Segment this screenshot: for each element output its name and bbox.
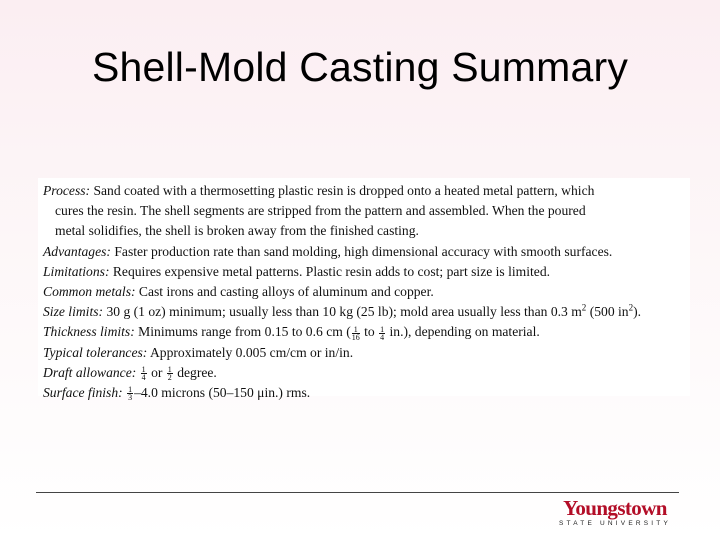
process-label: Process: — [43, 183, 91, 198]
typical-tolerances-row — [43, 343, 686, 363]
limitations-text: Requires expensive metal patterns. Plastic resin adds to cost; part size is limited. — [109, 263, 551, 279]
draft-allowance-text-a — [136, 365, 139, 380]
thickness-limits-row — [43, 322, 686, 342]
logo-wordmark: Youngstown — [563, 496, 667, 520]
typical-tolerances-text: Approximately 0.005 cm/cm or in/in. — [147, 344, 354, 360]
page-title: Shell-Mold Casting Summary — [91, 44, 629, 90]
draft-allowance-text-b: or — [147, 364, 166, 380]
limitations-label: Limitations: — [43, 263, 110, 279]
fraction-denominator: 2 — [167, 373, 172, 383]
thickness-limits-label: Thickness limits: — [43, 324, 135, 340]
process-row — [43, 181, 686, 201]
process-text-3: metal solidifies, the shell is broken away from the finished casting. — [55, 223, 419, 239]
limitations-row — [43, 262, 686, 282]
fraction-numerator: 1 — [141, 365, 146, 375]
fraction-numerator: 1 — [167, 365, 172, 375]
fraction-numerator: 1 — [380, 324, 385, 334]
size-limits-row — [43, 302, 686, 322]
process-text-1: Sand coated with a thermosetting plastic resin is dropped onto a heated metal pattern, which — [90, 183, 595, 198]
fraction-denominator: 4 — [380, 332, 385, 342]
fraction-one-sixteenth — [352, 326, 360, 341]
fraction-numerator: 1 — [353, 324, 358, 334]
fraction-one-quarter — [141, 366, 147, 381]
summary-table-image — [38, 178, 690, 403]
draft-allowance-text-c: degree. — [173, 364, 217, 380]
surface-finish-label: Surface finish: — [43, 385, 123, 401]
common-metals-label: Common metals: — [43, 284, 136, 300]
fraction-denominator: 16 — [351, 332, 360, 342]
size-limits-text-a: 30 g (1 oz) minimum; usually less than 10 kg (25 lb); mold area usually less than 0.3 m — [103, 304, 582, 320]
university-logo — [550, 496, 680, 532]
fraction-numerator: 1 — [128, 385, 133, 395]
thickness-limits-text-c: in.), depending on material. — [386, 324, 540, 340]
fraction-one-half — [167, 366, 173, 381]
draft-allowance-row — [43, 363, 686, 383]
thickness-limits-text-a: Minimums range from 0.15 to 0.6 cm ( — [134, 324, 351, 340]
surface-finish-row — [43, 383, 686, 403]
advantages-label: Advantages: — [43, 243, 111, 259]
process-text-2: cures the resin. The shell segments are stripped from the pattern and assembled. When the poured — [55, 203, 586, 219]
process-row-3 — [43, 221, 686, 241]
surface-finish-text-b: –4.0 microns (50–150 μin.) rms. — [134, 385, 311, 401]
draft-allowance-label: Draft allowance: — [43, 364, 137, 380]
size-limits-text-b: (500 in — [586, 304, 629, 320]
thickness-limits-text-b: to — [360, 324, 379, 340]
fraction-one-quarter — [379, 326, 385, 341]
common-metals-row — [43, 282, 686, 302]
size-limits-label: Size limits: — [43, 304, 104, 320]
process-row-2 — [43, 201, 686, 221]
typical-tolerances-label: Typical tolerances: — [43, 344, 148, 360]
advantages-text: Faster production rate than sand molding, high dimensional accuracy with smooth surfaces. — [110, 243, 613, 259]
size-limits-sup-b: 2 — [628, 302, 634, 313]
advantages-row — [43, 242, 686, 262]
size-limits-sup-a: 2 — [581, 302, 587, 313]
logo-subtitle: STATE UNIVERSITY — [559, 520, 671, 527]
fraction-denominator: 4 — [141, 373, 146, 383]
fraction-denominator: 3 — [128, 393, 133, 403]
surface-finish-text-a — [123, 385, 126, 400]
common-metals-text: Cast irons and casting alloys of aluminum and copper. — [135, 284, 434, 300]
size-limits-text-c: ). — [633, 304, 642, 320]
footer-divider — [36, 492, 679, 493]
fraction-one-third — [127, 386, 133, 401]
